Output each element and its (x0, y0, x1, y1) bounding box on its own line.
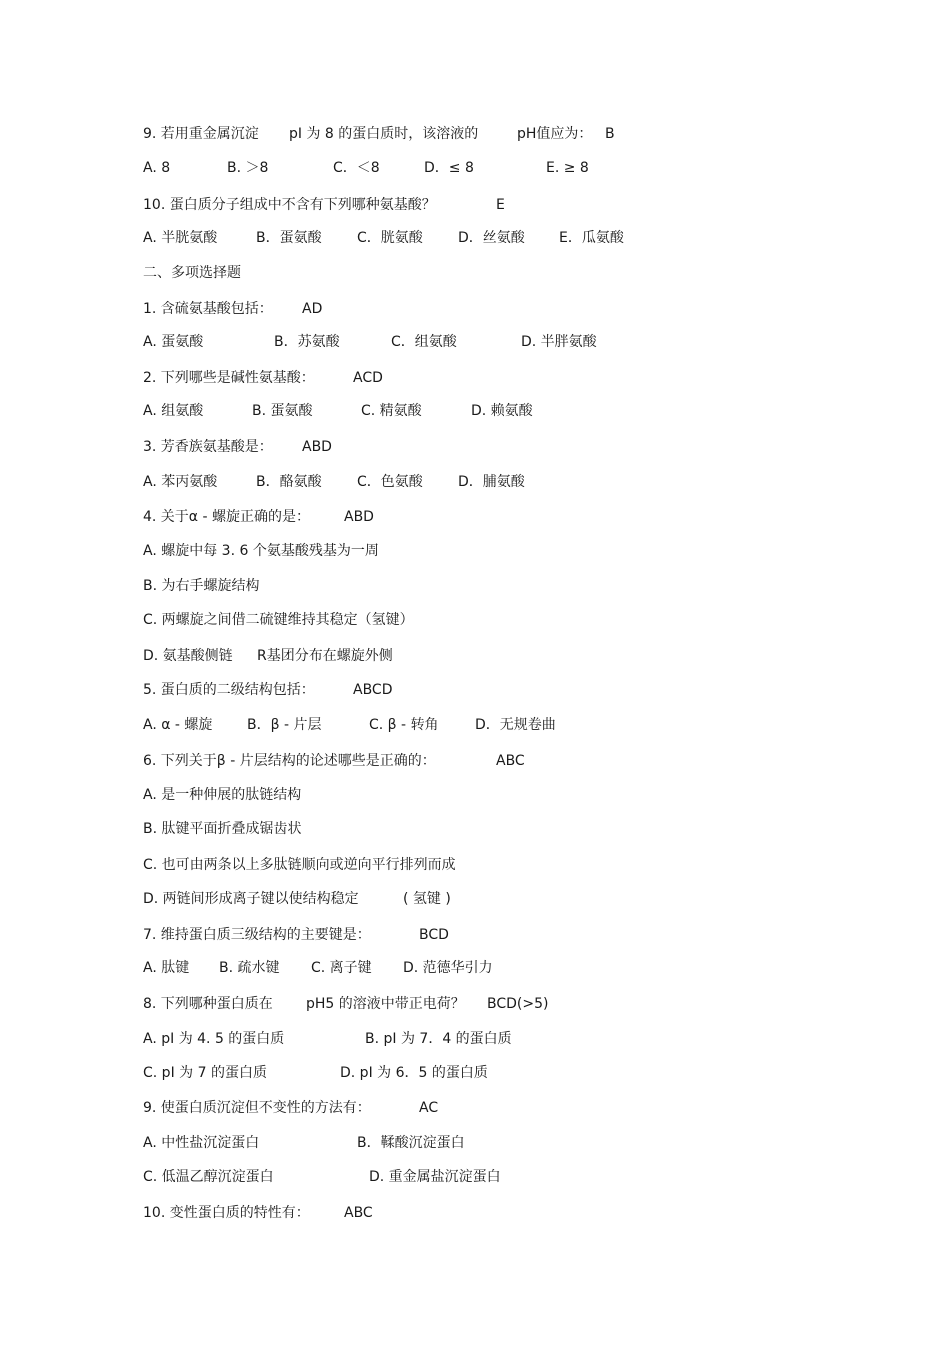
text-segment: E. ≥ 8 (546, 160, 589, 176)
text-segment: ABC (344, 1205, 373, 1221)
text-segment: B．β - 片层 (247, 717, 322, 733)
text-segment: AC (419, 1100, 439, 1116)
text-segment: ABCD (353, 682, 393, 698)
text-segment: 二、多项选择题 (143, 265, 241, 281)
text-segment: D. 氨基酸侧链 (143, 648, 233, 664)
text-segment: C．组氨酸 (391, 334, 457, 350)
text-segment: A. pI 为 4. 5 的蛋白质 (143, 1031, 285, 1047)
text-segment: A. α - 螺旋 (143, 717, 213, 733)
text-segment: AD (302, 301, 323, 317)
text-segment: 4. 关于α - 螺旋正确的是： (143, 509, 310, 525)
text-segment: B．蛋氨酸 (256, 230, 322, 246)
text-segment: C．＜8 (333, 160, 380, 176)
text-segment: ( 氢键 ) (403, 891, 451, 907)
text-segment: C. 低温乙醇沉淀蛋白 (143, 1169, 274, 1185)
text-segment: C. 离子键 (311, 960, 372, 976)
text-segment: D. 赖氨酸 (471, 403, 533, 419)
text-segment: B．苏氨酸 (274, 334, 340, 350)
text-segment: C. 精氨酸 (361, 403, 422, 419)
text-segment: 7. 维持蛋白质三级结构的主要键是： (143, 927, 371, 943)
text-segment: B．鞣酸沉淀蛋白 (357, 1135, 465, 1151)
text-segment: pH值应为： (517, 126, 593, 142)
text-segment: ABC (496, 753, 525, 769)
text-segment: D．脯氨酸 (458, 474, 525, 490)
text-segment: A. 中性盐沉淀蛋白 (143, 1135, 260, 1151)
text-segment: B. 疏水键 (219, 960, 280, 976)
text-segment: ABD (302, 439, 332, 455)
text-segment: BCD (419, 927, 449, 943)
text-segment: 10. 变性蛋白质的特性有： (143, 1205, 310, 1221)
text-segment: R基团分布在螺旋外侧 (257, 648, 393, 664)
text-segment: D. 两链间形成离子键以使结构稳定 (143, 891, 359, 907)
text-segment: B. 肽键平面折叠成锯齿状 (143, 821, 302, 837)
text-segment: D. 半胖氨酸 (521, 334, 597, 350)
text-segment: A. 肽键 (143, 960, 190, 976)
text-segment: A. 组氨酸 (143, 403, 204, 419)
text-segment: 5. 蛋白质的二级结构包括： (143, 682, 315, 698)
text-segment: C. pI 为 7 的蛋白质 (143, 1065, 267, 1081)
text-segment: 10. 蛋白质分子组成中不含有下列哪种氨基酸？ (143, 197, 436, 213)
text-segment: D．≤ 8 (424, 160, 474, 176)
text-segment: 6. 下列关于β - 片层结构的论述哪些是正确的： (143, 753, 436, 769)
text-segment: A. 苯丙氨酸 (143, 474, 218, 490)
text-segment: 8. 下列哪种蛋白质在 (143, 996, 273, 1012)
text-segment: pI 为 8 的蛋白质时，该溶液的 (289, 126, 479, 142)
text-segment: A. 8 (143, 160, 171, 176)
text-segment: B. ＞8 (227, 160, 269, 176)
text-segment: B. 为右手螺旋结构 (143, 578, 260, 594)
text-segment: C. 也可由两条以上多肽链顺向或逆向平行排列而成 (143, 857, 456, 873)
text-segment: D．丝氨酸 (458, 230, 525, 246)
text-segment: A. 是一种伸展的肽链结构 (143, 787, 302, 803)
text-segment: E．瓜氨酸 (559, 230, 624, 246)
text-segment: D．无规卷曲 (475, 717, 556, 733)
text-segment: A. 蛋氨酸 (143, 334, 204, 350)
text-segment: D. 范德华引力 (403, 960, 493, 976)
text-segment: B. 蛋氨酸 (252, 403, 313, 419)
text-segment: C. 两螺旋之间借二硫键维持其稳定（氢键） (143, 612, 414, 628)
text-segment: B．酪氨酸 (256, 474, 322, 490)
text-segment: A. 螺旋中每 3. 6 个氨基酸残基为一周 (143, 543, 379, 559)
text-segment: BCD(>5) (487, 996, 549, 1012)
text-segment: ACD (353, 370, 383, 386)
text-segment: C. β - 转角 (369, 717, 439, 733)
text-segment: E (496, 197, 505, 213)
text-segment: 9. 使蛋白质沉淀但不变性的方法有： (143, 1100, 371, 1116)
text-segment: 9. 若用重金属沉淀 (143, 126, 259, 142)
text-segment: C．色氨酸 (357, 474, 423, 490)
text-segment: D. pI 为 6．5 的蛋白质 (340, 1065, 488, 1081)
text-segment: D. 重金属盐沉淀蛋白 (369, 1169, 501, 1185)
text-segment: pH5 的溶液中带正电荷？ (306, 996, 465, 1012)
text-segment: ABD (344, 509, 374, 525)
text-segment: 1. 含硫氨基酸包括： (143, 301, 273, 317)
text-segment: 2. 下列哪些是碱性氨基酸： (143, 370, 315, 386)
text-segment: A. 半胱氨酸 (143, 230, 218, 246)
text-segment: B. pI 为 7．4 的蛋白质 (365, 1031, 512, 1047)
text-segment: B (605, 126, 615, 142)
text-segment: 3. 芳香族氨基酸是： (143, 439, 273, 455)
text-segment: C．胱氨酸 (357, 230, 423, 246)
